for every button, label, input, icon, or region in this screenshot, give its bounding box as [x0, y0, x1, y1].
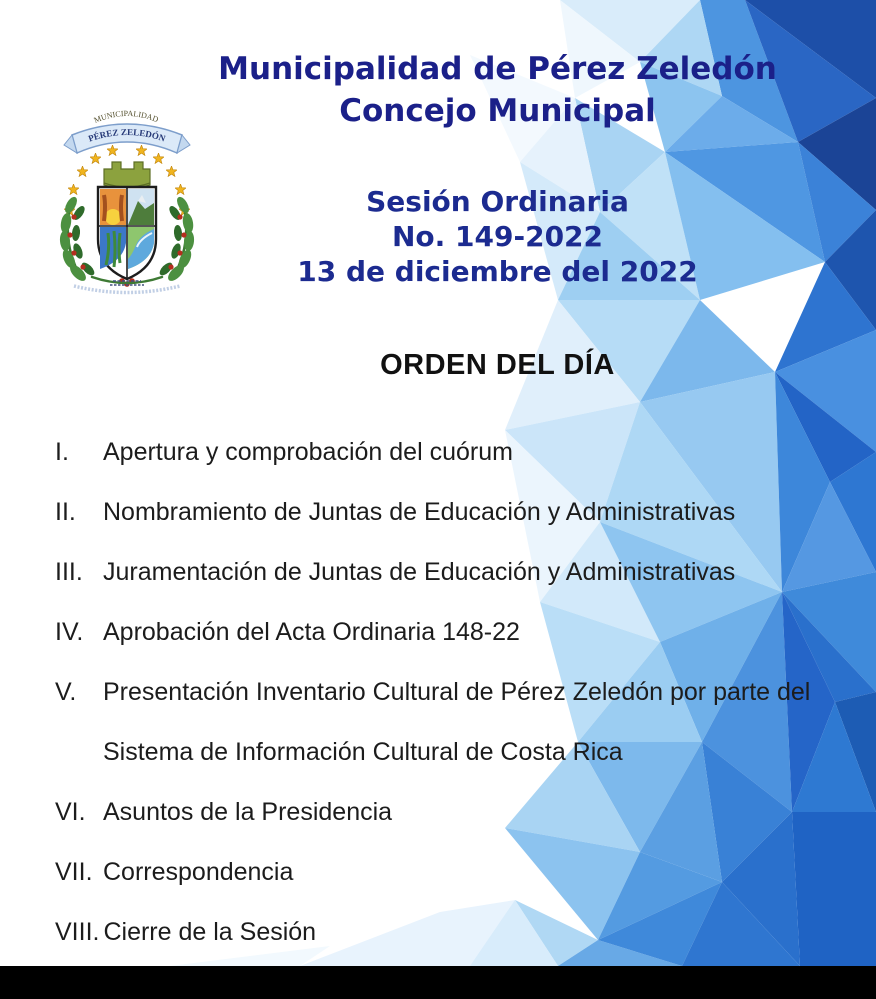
agenda-item-iii — [55, 542, 855, 602]
item-text: Nombramiento de Juntas de Educación y Administrativas — [103, 497, 736, 526]
item-numeral: I. — [55, 437, 69, 466]
item-text: Presentación Inventario Cultural de Pérez Zeledón por parte del — [103, 677, 811, 706]
session-date: 13 de diciembre del 2022 — [297, 255, 698, 288]
logo-ribbon-text: PÉREZ ZELEDÓN — [86, 126, 167, 144]
agenda-list — [55, 422, 855, 962]
agenda-item-ii — [55, 482, 855, 542]
item-text: Sistema de Información Cultural de Costa Rica — [103, 737, 623, 766]
logo-arc-text: MUNICIPALIDAD — [92, 108, 160, 125]
item-numeral: II. — [55, 497, 76, 526]
header — [125, 48, 870, 132]
agenda-item-vi — [55, 782, 855, 842]
item-text: Juramentación de Juntas de Educación y Administrativas — [103, 557, 736, 586]
agenda-item-v-line2 — [55, 722, 855, 782]
item-text: Apertura y comprobación del cuórum — [103, 437, 513, 466]
item-numeral: VII. — [55, 857, 93, 886]
item-numeral: III. — [55, 557, 83, 586]
session-type: Sesión Ordinaria — [366, 185, 629, 218]
item-text: Aprobación del Acta Ordinaria 148-22 — [103, 617, 520, 646]
session-info — [125, 184, 870, 289]
agenda-item-i — [55, 422, 855, 482]
agenda-title: ORDEN DEL DÍA — [380, 349, 615, 381]
item-text: Asuntos de la Presidencia — [103, 797, 393, 826]
agenda-item-iv — [55, 602, 855, 662]
item-numeral: VIII. — [55, 917, 100, 946]
bottom-black-bar — [0, 966, 876, 999]
item-text: Correspondencia — [103, 857, 294, 886]
agenda-item-vii — [55, 842, 855, 902]
item-numeral: V. — [55, 677, 77, 706]
agenda-item-viii — [55, 902, 855, 962]
item-text: Cierre de la Sesión — [103, 917, 317, 946]
title-line2: Concejo Municipal — [339, 93, 656, 129]
title-line1: Municipalidad de Pérez Zeledón — [218, 51, 777, 87]
item-numeral: IV. — [55, 617, 84, 646]
item-numeral: VI. — [55, 797, 86, 826]
session-number: No. 149-2022 — [391, 220, 604, 253]
agenda-item-v — [55, 662, 855, 722]
